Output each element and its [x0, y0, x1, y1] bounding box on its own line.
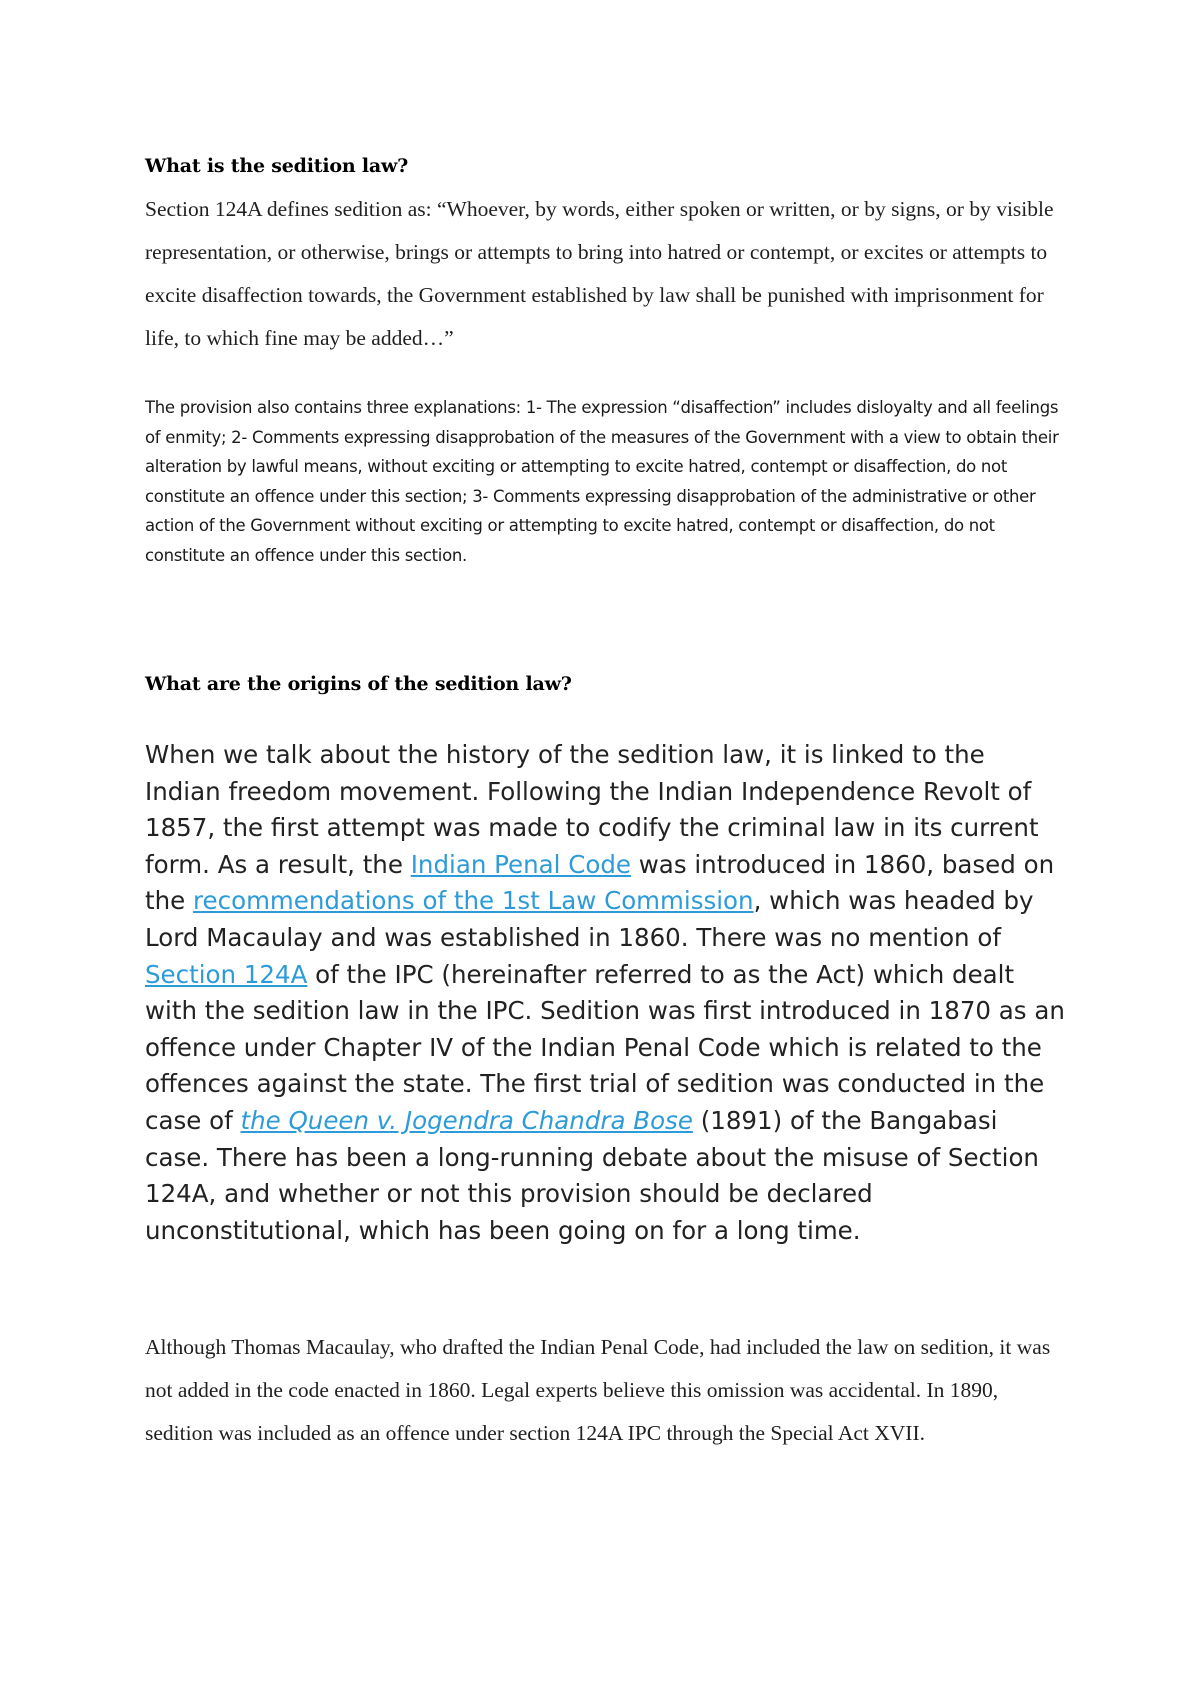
link-law-commission-recommendations[interactable]: recommendations of the 1st Law Commission: [193, 886, 754, 916]
history-text-4: of the IPC (hereinafter referred to as the Act) which dealt with the sedition law in the IPC. Sedition was first introduced in 1870 as an offence under Chapter IV of the Indian Penal Code which is related to the offences against the state. The first trial of sedition was conducted in the case of: [145, 959, 1065, 1135]
history-text-3: , which was headed by Lord Macaulay and was established in 1860. There was no mention of: [145, 886, 1034, 952]
history-text-2: was introduced in 1860, based on the: [145, 849, 1055, 916]
link-indian-penal-code[interactable]: Indian Penal Code: [410, 849, 631, 879]
link-section-124a[interactable]: Section 124A: [145, 959, 308, 989]
macaulay-paragraph: Although Thomas Macaulay, who drafted the Indian Penal Code, had included the law on sedition, it was not added in the code enacted in 1860. Legal experts believe this omission was accidental. In 1890, sedition was included as an offence under section 124A IPC through the Special Act XVII.: [145, 1335, 1051, 1445]
definition-paragraph: Section 124A defines sedition as: “Whoever, by words, either spoken or written, or by signs, or by visible representation, or otherwise, brings or attempts to bring into hatred or contempt, or excites or attempts to excite disaffection towards, the Government established by law shall be punished with imprisonment for life, to which fine may be added…”: [145, 197, 1054, 350]
link-queen-v-jogendra-chandra-bose[interactable]: the Queen v. Jogendra Chandra Bose: [240, 1105, 693, 1135]
history-paragraph: [145, 737, 1065, 1249]
heading-what-is-sedition: What is the sedition law?: [145, 155, 409, 177]
history-text-1: When we talk about the history of the sedition law, it is linked to the Indian freedom movement. Following the Indian Independence Revolt of 1857, the first attempt was made to codify the criminal law in its current form. As a result, the: [145, 740, 1039, 879]
explanations-paragraph: The provision also contains three explanations: 1- The expression “disaffection” includes disloyalty and all feelings of enmity; 2- Comments expressing disapprobation of the measures of the Government with a view to obtain their alteration by lawful means, without exciting or attempting to excite hatred, contempt or disaffection, do not constitute an offence under this section; 3- Comments expressing disapprobation of the administrative or other action of the Government without exciting or attempting to excite hatred, contempt or disaffection, do not constitute an offence under this section.: [145, 398, 1059, 565]
history-text-5: (1891) of the Bangabasi case. There has been a long-running debate about the misuse of Section 124A, and whether or not this provision should be declared unconstitutional, which has been going on for a long time.: [145, 1105, 1039, 1245]
heading-origins: What are the origins of the sedition law?: [145, 673, 572, 695]
